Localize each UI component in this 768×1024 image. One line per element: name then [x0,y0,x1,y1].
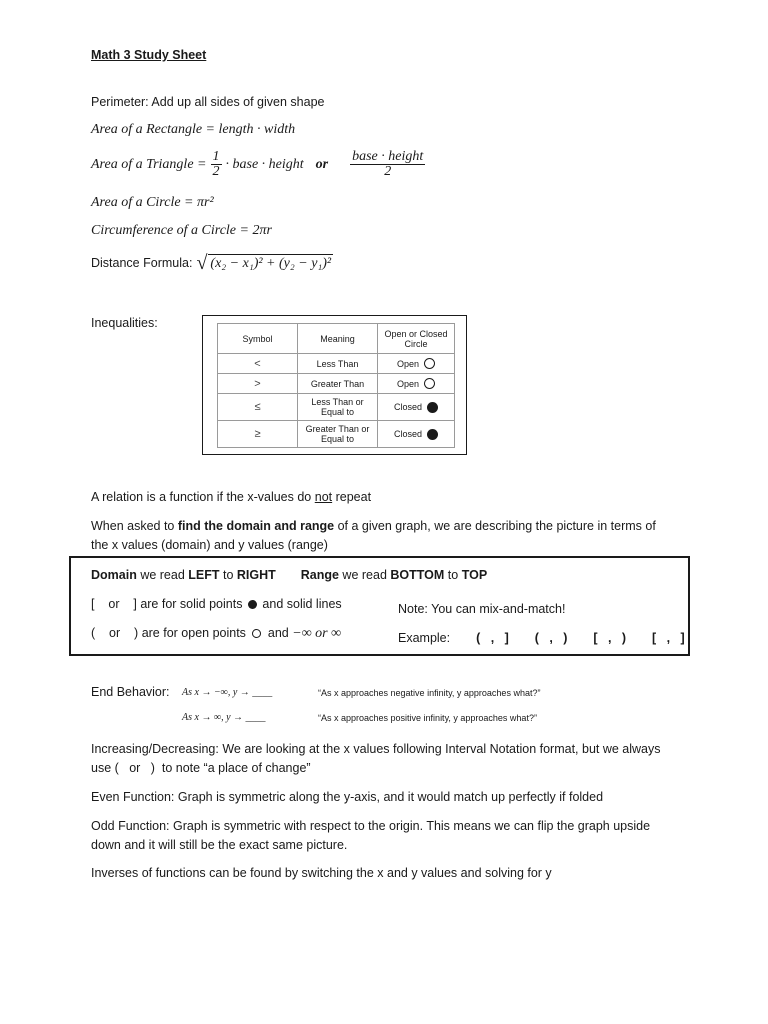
closed-circle-icon [427,402,438,413]
table-row [218,354,455,374]
fraction-one-half [211,150,222,179]
end-behavior-neg-quote: “As x approaches negative infinity, y approaches what?” [318,688,541,698]
mix-match-note: Note: You can mix-and-match! [398,602,566,616]
relation-not: not [314,490,333,504]
range-word: Range [300,568,339,582]
fraction-base-height [350,150,425,179]
solid-points-line [91,597,342,611]
row-symbol: < [218,354,298,374]
row-symbol: > [218,374,298,394]
distance-expression: (x₂ − x₁)² + (y₂ − y₁)² [210,256,332,271]
row-circle [378,421,455,448]
range-mid: we read [338,568,391,582]
area-rectangle-formula: Area of a Rectangle = length · width [91,122,296,137]
table-row [218,421,455,448]
intro-before: When asked to [91,519,178,533]
inequality-table [217,323,455,448]
domain-range-intro-line2: the x values (domain) and y values (range) [91,538,328,552]
odd-function-line2: down and it will still be the exact same picture. [91,838,348,852]
row-circle-label: Closed [393,429,422,439]
row-symbol: ≤ [218,394,298,421]
distance-label: Distance Formula: [91,256,193,270]
circumference-formula: Circumference of a Circle = 2πr [91,223,272,238]
domain-range-intro [91,519,656,533]
closed-circle-icon [427,429,438,440]
to-word-1: to [219,568,237,582]
end-behavior-pos-math: As x → ∞, y → ____ [182,712,266,723]
open-text-a: ( or ) are for open points [91,626,246,640]
example-interval: ( , ] [476,631,509,645]
odd-function-line1: Odd Function: Graph is symmetric with respect to the origin. This means we can flip the graph upside [91,819,651,833]
relation-before: A relation is a function if the x-values do [91,490,315,504]
open-points-line [91,626,341,642]
perimeter-text: Perimeter: Add up all sides of given shape [91,95,325,109]
square-root [196,253,333,273]
relation-after: repeat [332,490,372,504]
example-label: Example: [398,631,451,645]
intro-bold: find the domain and range [177,519,335,533]
row-circle-label: Open [396,378,420,389]
open-dot-icon [252,629,261,638]
end-behavior-pos-quote: “As x approaches positive infinity, y approaches what?” [318,713,537,723]
row-meaning: Greater Than [298,374,378,394]
domain-word: Domain [91,568,137,582]
to-word-2: to [444,568,462,582]
left-word: LEFT [188,568,220,582]
infinity-expression: −∞ or ∞ [292,626,342,641]
row-meaning: Greater Than or Equal to [298,421,378,448]
top-word: TOP [461,568,488,582]
inverses-text: Inverses of functions can be found by switching the x and y values and solving for y [91,866,552,880]
or-word: or [315,156,329,172]
right-word: RIGHT [236,568,276,582]
row-circle-label: Closed [393,402,422,412]
fraction-numerator: 1 [212,149,220,164]
row-circle-label: Open [396,358,420,369]
example-interval: [ , ) [593,631,627,645]
distance-formula [91,253,333,273]
domain-range-reading [91,568,487,582]
example-interval: [ , ] [652,631,685,645]
domain-range-box [69,556,690,656]
fraction-denominator: 2 [212,164,220,179]
row-meaning: Less Than or Equal to [298,394,378,421]
domain-mid: we read [136,568,189,582]
solid-text-b: and solid lines [262,597,342,611]
row-circle [378,374,455,394]
open-text-b: and [267,626,289,640]
area-triangle-formula [91,150,425,179]
solid-dot-icon [248,600,257,609]
fraction2-denominator: 2 [384,164,392,179]
area-triangle-prefix: Area of a Triangle = [91,156,207,172]
end-behavior-label: End Behavior: [91,685,170,699]
inequalities-label: Inequalities: [91,316,158,330]
radical-icon: √ [196,252,208,274]
page-title: Math 3 Study Sheet [91,48,207,62]
example-line [398,631,685,645]
row-meaning: Less Than [298,354,378,374]
increasing-line1: Increasing/Decreasing: We are looking at the x values following Interval Notation format, but we always [91,742,661,756]
row-circle [378,354,455,374]
area-circle-formula: Area of a Circle = πr² [91,195,214,210]
open-circle-icon [424,358,435,369]
header-symbol: Symbol [218,324,298,354]
relation-text [91,490,371,504]
intro-after: of a given graph, we are describing the picture in terms of [334,519,656,533]
even-function-text: Even Function: Graph is symmetric along the y-axis, and it would match up perfectly if folded [91,790,604,804]
header-meaning: Meaning [298,324,378,354]
end-behavior-neg-math: As x → −∞, y → ____ [182,687,273,698]
open-circle-icon [424,378,435,389]
header-circle: Open or Closed Circle [378,324,455,354]
table-row [218,374,455,394]
table-row [218,394,455,421]
example-interval: ( , ) [534,631,568,645]
row-circle [378,394,455,421]
fraction2-numerator: base · height [352,149,424,164]
increasing-line2: use ( or ) to note “a place of change” [91,761,311,775]
table-header-row [218,324,455,354]
bottom-word: BOTTOM [390,568,445,582]
inequality-table-frame [202,315,467,455]
row-symbol: ≥ [218,421,298,448]
area-triangle-rest: · base · height [225,156,304,172]
solid-text-a: [ or ] are for solid points [91,597,243,611]
